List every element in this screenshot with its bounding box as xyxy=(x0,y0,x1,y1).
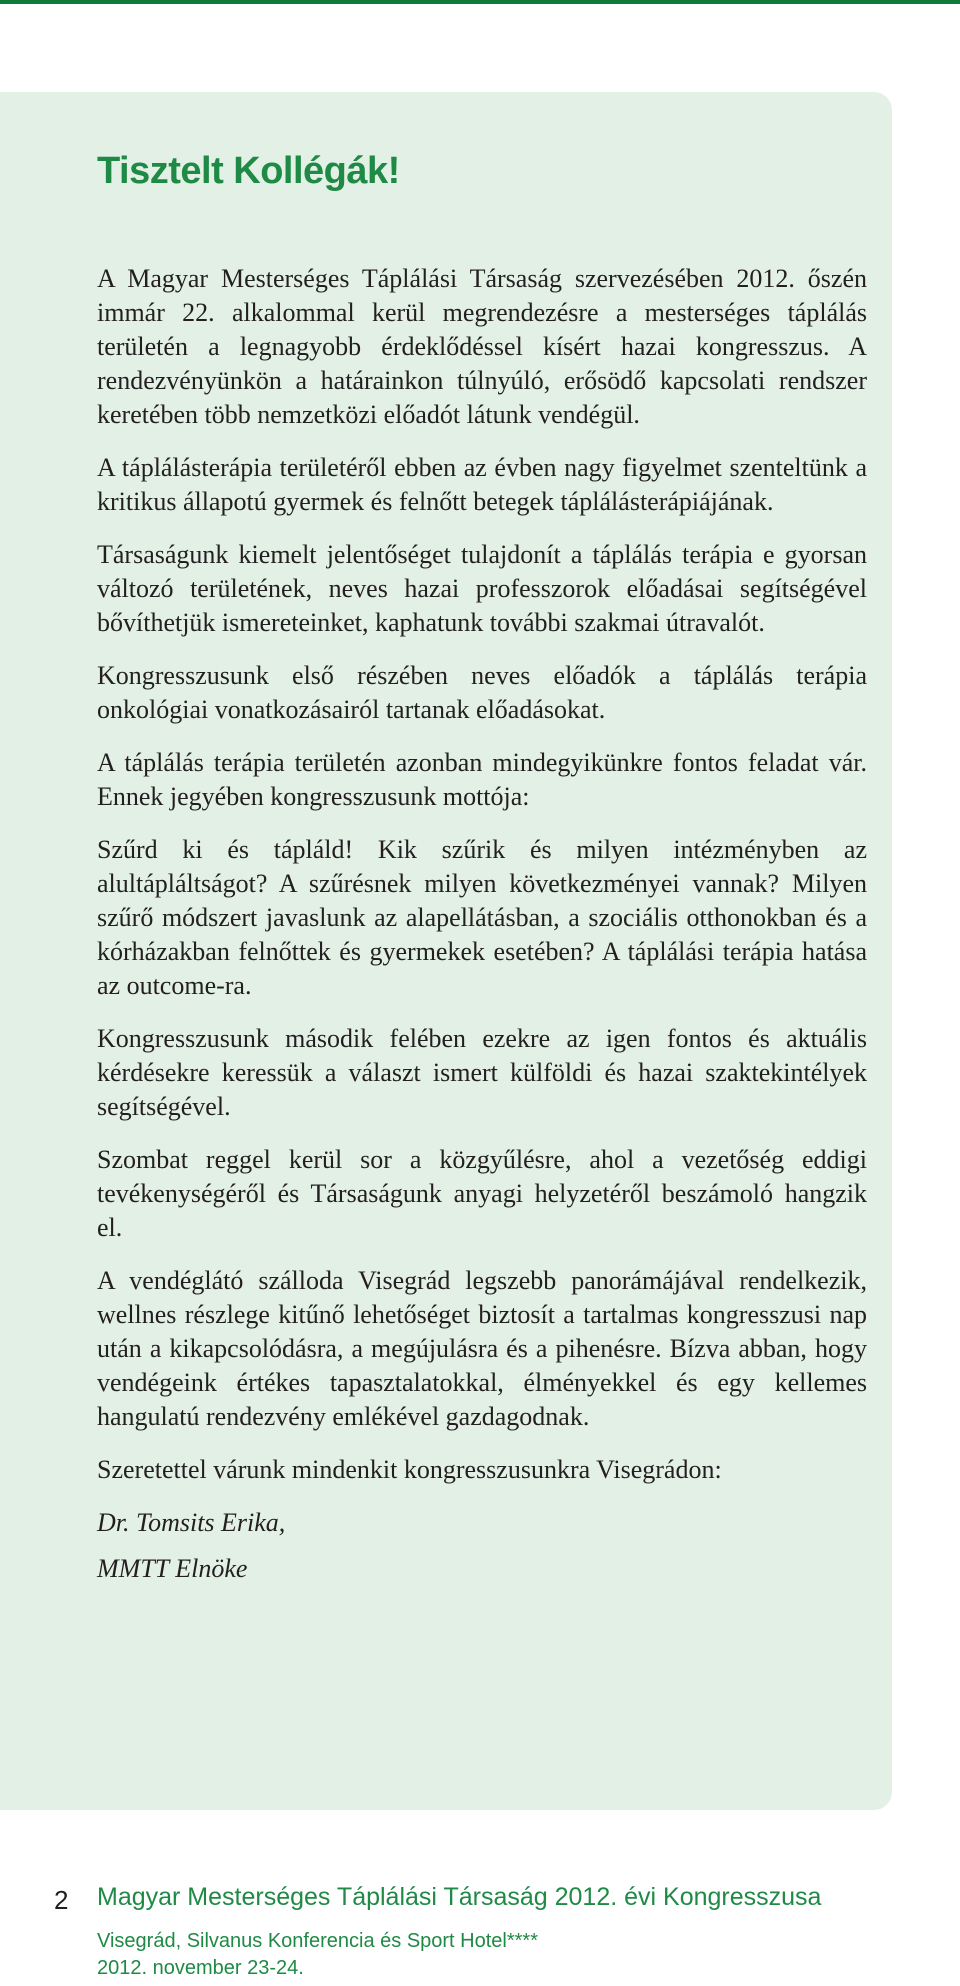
signature-name: Dr. Tomsits Erika, xyxy=(97,1508,286,1537)
top-rule xyxy=(0,0,960,4)
paragraph-7: Kongresszusunk második felében ezekre az igen fontos és aktuális kérdésekre keressük a választ ismert külföldi és hazai szaktekintélyek segítségével. xyxy=(97,1024,867,1121)
paragraph-8: Szombat reggel kerül sor a közgyűlésre, ahol a vezetőség eddigi tevékenységéről és Társaságunk anyagi helyzetéről beszámoló hangzik el. xyxy=(97,1145,867,1242)
paragraph-1: A Magyar Mesterséges Táplálási Társaság szervezésében 2012. őszén immár 22. alkalommal kerül megrendezésre a mesterséges táplálás területén a legnagyobb érdeklődéssel kísért hazai kongresszus. A rendezvényünkön a határainkon túlnyúló, erősödő kapcsolati rendszer keretében több nemzetközi előadót látunk vendégül. xyxy=(97,264,867,429)
paragraph-9: A vendéglátó szálloda Visegrád legszebb panorámájával rendelkezik, wellnes részlege kitűnő lehetőséget biztosít a tartalmas kongresszusi nap után a kikapcsolódásra, a megújulásra és a pihenésre. Bízva abban, hogy vendégeink értékes tapasztalatokkal, élményekkel és egy kellemes hangulatú rendezvény emlékével gazdagodnak. xyxy=(97,1266,867,1431)
footer-title: Magyar Mesterséges Táplálási Társaság 2012. évi Kongresszusa xyxy=(97,1883,822,1911)
footer-venue: Visegrád, Silvanus Konferencia és Sport Hotel**** xyxy=(97,1930,538,1952)
letter-title: Tisztelt Kollégák! xyxy=(97,150,400,192)
page-number: 2 xyxy=(54,1885,69,1915)
footer-date: 2012. november 23-24. xyxy=(97,1957,304,1979)
signature-role: MMTT Elnöke xyxy=(97,1554,248,1583)
footer-details xyxy=(97,1928,538,1982)
paragraph-5: A táplálás terápia területén azonban mindegyikünkre fontos feladat vár. Ennek jegyében kongresszusunk mottója: xyxy=(97,748,867,811)
paragraph-4: Kongresszusunk első részében neves előadók a táplálás terápia onkológiai vonatkozásairól tartanak előadásokat. xyxy=(97,661,867,724)
paragraph-3: Társaságunk kiemelt jelentőséget tulajdonít a táplálás terápia e gyorsan változó területének, neves hazai professzorok előadásai segítségével bővíthetjük ismereteinket, kaphatunk további szakmai útravalót. xyxy=(97,540,867,637)
letter-body xyxy=(97,262,867,1598)
paragraph-2: A táplálásterápia területéről ebben az évben nagy figyelmet szenteltünk a kritikus állapotú gyermek és felnőtt betegek táplálásterápiájának. xyxy=(97,453,867,516)
paragraph-10: Szeretettel várunk mindenkit kongresszusunkra Visegrádon: xyxy=(97,1455,722,1484)
paragraph-6: Szűrd ki és tápláld! Kik szűrik és milyen intézményben az alultápláltságot? A szűrésnek milyen következményei vannak? Milyen szűrő módszert javaslunk az alapellátásban, a szociális otthonokban és a kórházakban felnőttek és gyermekek esetében? A táplálási terápia hatása az outcome-ra. xyxy=(97,835,867,1000)
